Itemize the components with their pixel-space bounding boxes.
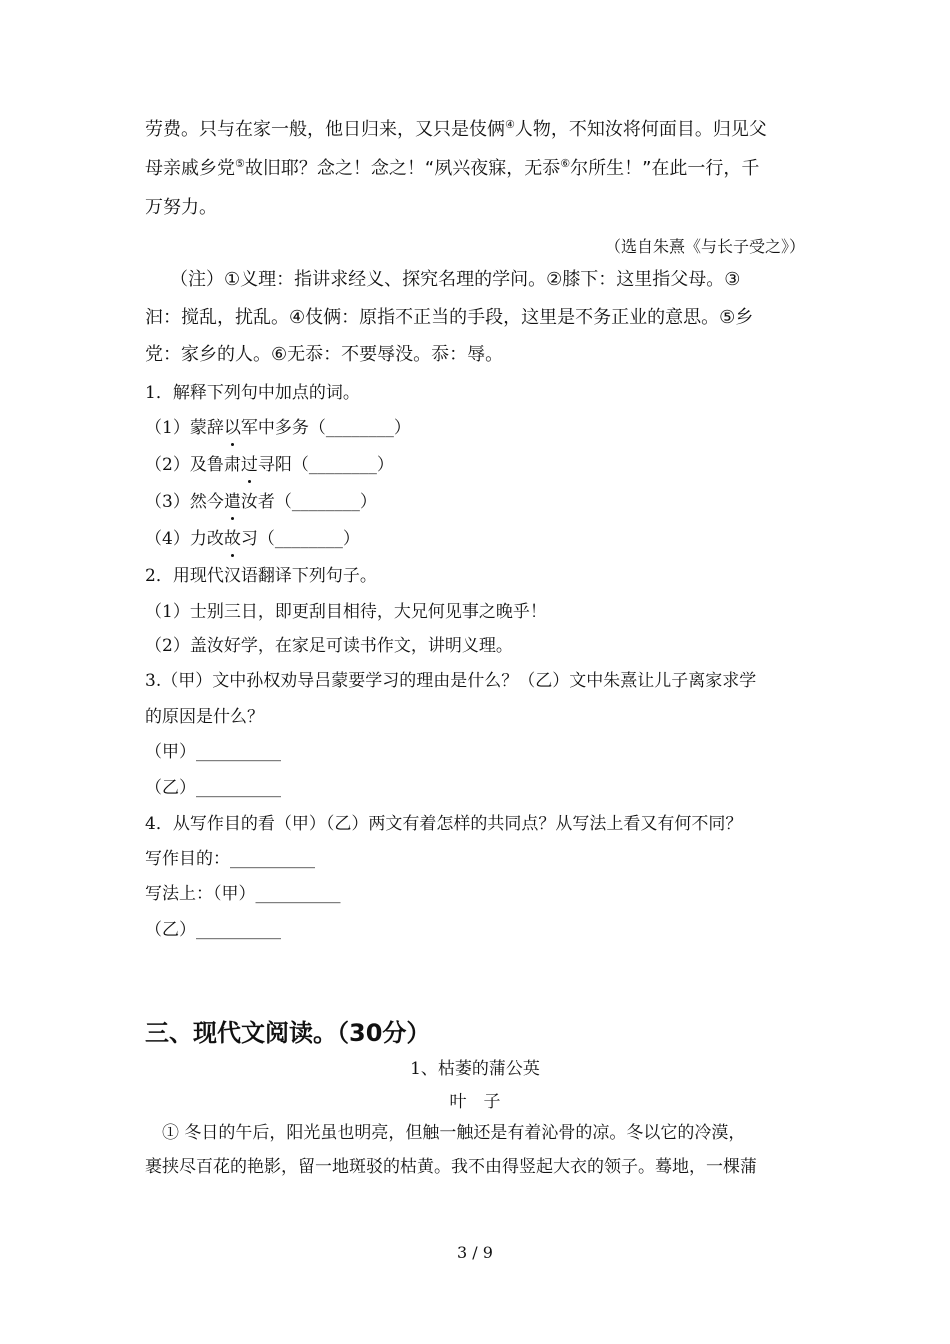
- q1-item-2: （2）及鲁肃过寻阳（________）: [145, 455, 394, 475]
- section-heading: 三、现代文阅读。（30分）: [145, 1019, 431, 1047]
- q1-item-3: （3）然今遣汝者（________）: [145, 492, 377, 512]
- dotted-word: 遣: [223, 492, 241, 512]
- q3-stem-line-1: 3.（甲）文中孙权劝导吕蒙要学习的理由是什么？（乙）文中朱熹让儿子离家求学: [145, 671, 757, 691]
- paragraph-line-1: ① 冬日的午后，阳光虽也明亮，但触一触还是有着沁骨的凉。冬以它的冷漠，: [145, 1123, 746, 1143]
- dotted-word: 以: [223, 418, 241, 438]
- notes-line-1: （注）①义理：指讲求经义、探究名理的学问。②膝下：这里指父母。③: [170, 269, 741, 290]
- q4-purpose: 写作目的：__________: [145, 849, 315, 869]
- notes-line-3: 党：家乡的人。⑥无忝：不要辱没。忝：辱。: [145, 344, 504, 365]
- q2-stem: 2．用现代汉语翻译下列句子。: [145, 566, 377, 586]
- q1-stem: 1．解释下列句中加点的词。: [145, 383, 360, 403]
- q3-answer-a: （甲）__________: [145, 742, 281, 762]
- article-author: 叶 子: [449, 1092, 501, 1112]
- notes-line-2: 汩：搅乱，扰乱。④伎俩：原指不正当的手段，这里是不务正业的意思。⑤乡: [145, 307, 754, 328]
- dotted-word: 过: [240, 455, 258, 475]
- q4-method-b: （乙）__________: [145, 920, 281, 940]
- passage-line-2: 母亲戚乡党⑤故旧耶？念之！念之！“夙兴夜寐，无忝⑥尔所生！”在此一行，千: [145, 157, 760, 179]
- footnote-marker: ④: [505, 118, 515, 131]
- page-number: 3 / 9: [457, 1243, 493, 1262]
- passage-line-3: 万努力。: [145, 197, 217, 218]
- q4-method: 写法上：（甲）__________: [145, 884, 341, 904]
- footnote-marker: ⑥: [560, 157, 571, 170]
- q3-answer-b: （乙）__________: [145, 778, 281, 798]
- q4-stem: 4．从写作目的看（甲）（乙）两文有着怎样的共同点？从写法上看又有何不同？: [145, 814, 743, 834]
- q2-sentence-2: （2）盖汝好学，在家足可读书作文，讲明义理。: [145, 636, 513, 656]
- q1-item-4: （4）力改故习（________）: [145, 529, 360, 549]
- q3-stem-line-2: 的原因是什么？: [145, 707, 264, 727]
- q1-item-1: （1）蒙辞以军中多务（________）: [145, 418, 411, 438]
- passage-source: （选自朱熹《与长子受之》）: [604, 237, 805, 256]
- paragraph-line-2: 裹挟尽百花的艳影，留一地斑驳的枯黄。我不由得竖起大衣的领子。蓦地，一棵蒲: [145, 1157, 757, 1177]
- dotted-word: 故: [223, 529, 241, 549]
- passage-line-1: 劳费。只与在家一般，他日归来，又只是伎俩④人物，不知汝将何面目。归见父: [145, 118, 767, 140]
- footnote-marker: ⑤: [235, 157, 245, 170]
- q2-sentence-1: （1）士别三日，即更刮目相待，大兄何见事之晚乎！: [145, 602, 547, 622]
- article-title: 1、枯萎的蒲公英: [410, 1059, 540, 1079]
